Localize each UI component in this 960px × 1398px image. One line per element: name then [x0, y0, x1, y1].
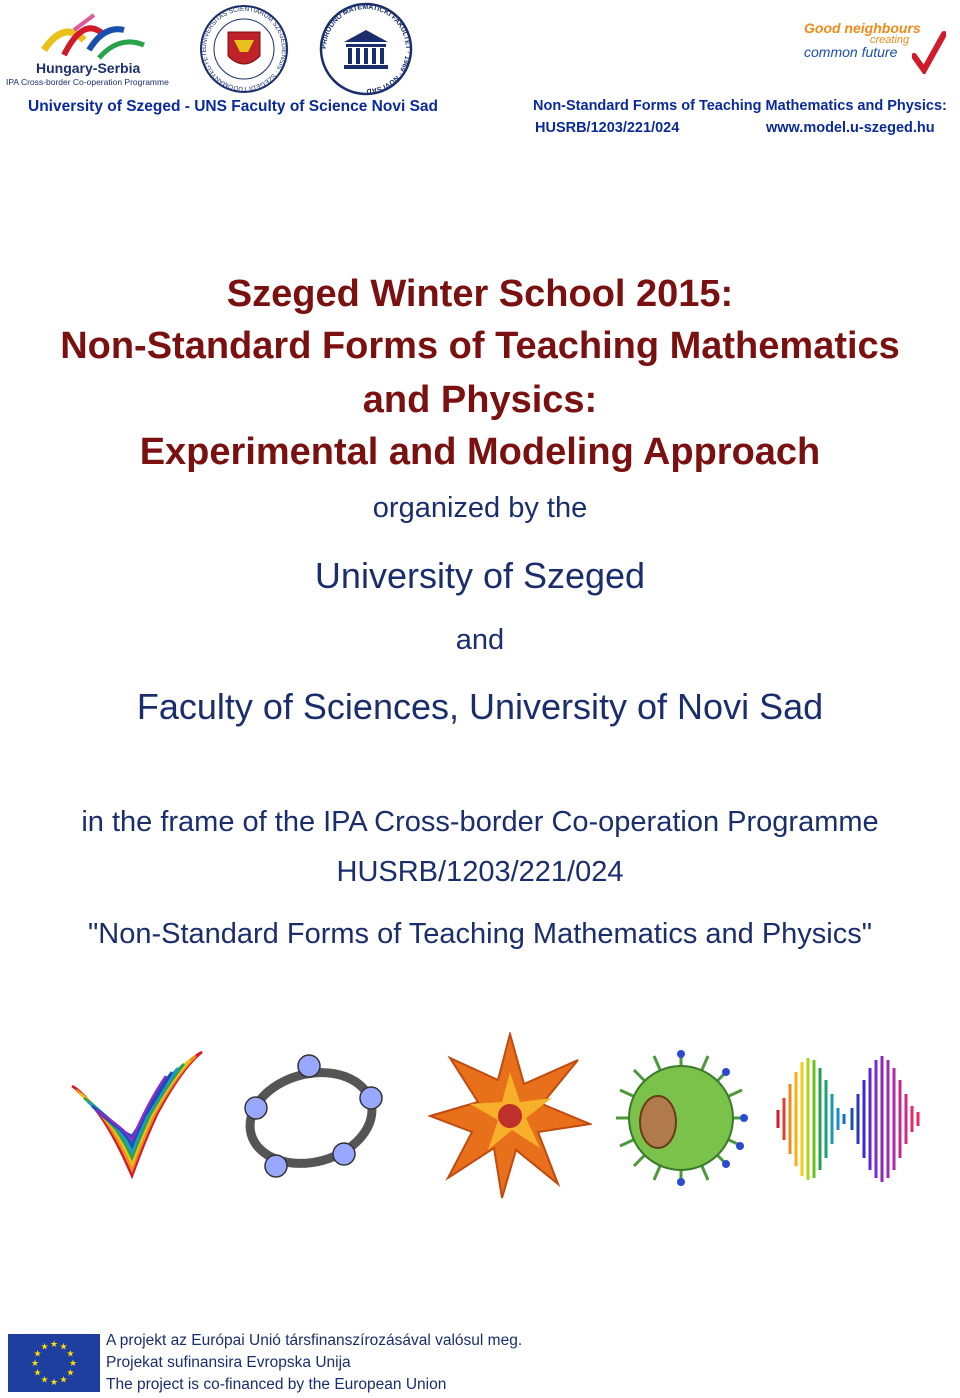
- footer-line-sr: Projekat sufinansira Evropska Unija: [106, 1354, 351, 1371]
- footer-line-en: The project is co-financed by the European Union: [106, 1376, 447, 1393]
- hungary-serbia-logo: [4, 10, 184, 90]
- good-neighbours-logo: [800, 18, 950, 78]
- footer-line-hu: A projekt az Európai Unió társfinanszírozásával valósul meg.: [106, 1332, 523, 1349]
- and-text: and: [455, 624, 505, 656]
- eu-star-icon: ★: [33, 1348, 42, 1359]
- eu-star-icon: ★: [66, 1367, 75, 1378]
- svg-text:UNIVERSITAS SCIENTIARUM SZEGED: UNIVERSITAS SCIENTIARUM SZEGEDIENSIS · SZEGEDI TUDOMÁNYEGYETE: [200, 5, 288, 93]
- good-neighbours-line2: creating: [870, 34, 910, 46]
- mathematica-star-icon: [428, 1032, 592, 1200]
- geogebra-icon: [236, 1046, 386, 1186]
- eu-star-icon: ★: [33, 1367, 42, 1378]
- frame-text: in the frame of the IPA Cross-border Co-operation Programme: [81, 806, 879, 838]
- header-right-title: Non-Standard Forms of Teaching Mathematics and Physics:: [533, 98, 947, 114]
- lorenz-attractor-icon: [62, 1046, 208, 1192]
- eu-star-icon: ★: [40, 1374, 49, 1385]
- project-name-text: "Non-Standard Forms of Teaching Mathematics and Physics": [87, 918, 873, 950]
- eu-flag-icon: [8, 1334, 100, 1392]
- org-faculty-of-sciences: Faculty of Sciences, University of Novi Sad: [136, 686, 824, 727]
- waveform-icon: [772, 1050, 934, 1188]
- title-line-2: Non-Standard Forms of Teaching Mathematics: [60, 325, 900, 367]
- org-university-of-szeged: University of Szeged: [314, 555, 646, 596]
- hungary-serbia-emblem-icon: [4, 10, 184, 66]
- organized-by-text: organized by the: [372, 492, 588, 524]
- project-code-text: HUSRB/1203/221/024: [336, 856, 624, 888]
- eu-star-icon: ★: [66, 1348, 75, 1359]
- eu-star-icon: ★: [68, 1358, 78, 1368]
- header-website-link[interactable]: www.model.u-szeged.hu: [766, 120, 935, 136]
- title-line-4: Experimental and Modeling Approach: [139, 431, 821, 473]
- svg-text:PRIRODNO MATEMATIČKI FAKULTET: PRIRODNO MATEMATIČKI FAKULTET · 1969 · NOVI SAD: [320, 3, 412, 95]
- good-neighbours-line1: Good neighbours: [804, 20, 921, 36]
- eu-star-icon: ★: [40, 1341, 49, 1352]
- header-project-code: HUSRB/1203/221/024: [535, 120, 680, 136]
- virus-icon: [614, 1050, 748, 1186]
- ipa-programme-label: IPA Cross-border Co-operation Programme: [6, 77, 169, 87]
- szeged-seal-icon: [196, 4, 292, 94]
- eu-star-icon: ★: [49, 1377, 59, 1387]
- eu-star-icon: ★: [59, 1341, 68, 1352]
- good-neighbours-line3: common future: [804, 44, 898, 60]
- title-line-3: and Physics:: [362, 379, 598, 421]
- novi-sad-seal: [318, 2, 414, 96]
- eu-star-icon: ★: [30, 1358, 40, 1368]
- header-left-title: University of Szeged - UNS Faculty of Science Novi Sad: [28, 98, 438, 115]
- eu-star-icon: ★: [49, 1339, 59, 1349]
- hungary-serbia-label: Hungary-Serbia: [36, 60, 141, 76]
- check-mark-icon: [912, 30, 946, 74]
- eu-star-icon: ★: [59, 1374, 68, 1385]
- szeged-seal: [196, 4, 292, 94]
- novi-sad-seal-icon: [318, 2, 414, 96]
- title-line-1: Szeged Winter School 2015:: [226, 273, 734, 315]
